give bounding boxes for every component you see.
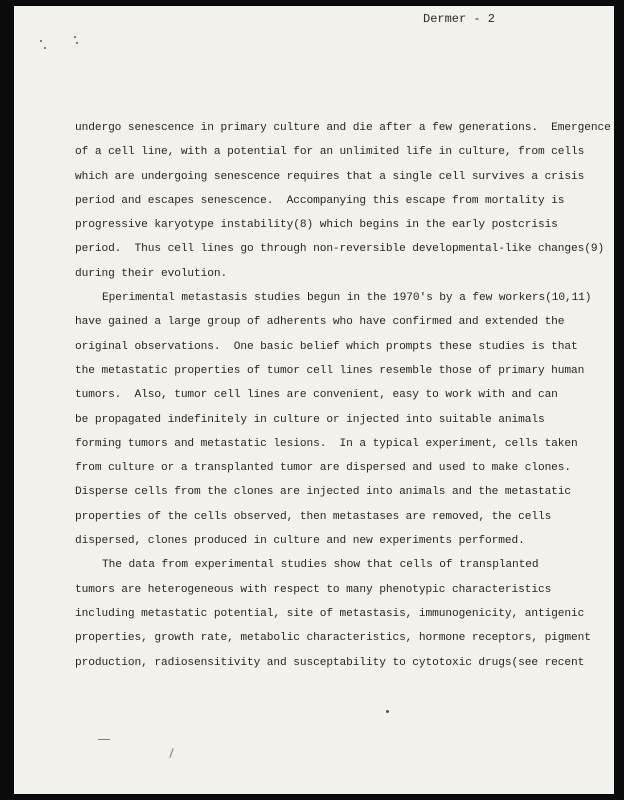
page-header: Dermer - 2 <box>423 12 496 26</box>
text-line: original observations. One basic belief which prompts these studies is that <box>75 340 578 353</box>
speck <box>74 36 76 38</box>
text-line: tumors. Also, tumor cell lines are convenient, easy to work with and can <box>75 389 558 402</box>
text-line: of a cell line, with a potential for an unlimited life in culture, from cells <box>75 146 585 159</box>
text-line: properties, growth rate, metabolic characteristics, hormone receptors, pigment <box>75 632 591 645</box>
text-line: Eperimental metastasis studies begun in the 1970's by a few workers(10,11) <box>102 292 592 305</box>
body-text <box>75 120 611 679</box>
text-line: production, radiosensitivity and susceptability to cytotoxic drugs(see recent <box>75 656 585 669</box>
text-line: which are undergoing senescence requires that a single cell survives a crisis <box>75 170 585 183</box>
text-line: including metastatic potential, site of metastasis, immunogenicity, antigenic <box>75 607 585 620</box>
text-line: during their evolution. <box>75 267 228 280</box>
text-line: from culture or a transplanted tumor are dispersed and used to make clones. <box>75 462 572 475</box>
speck <box>44 47 46 49</box>
text-line: tumors are heterogeneous with respect to many phenotypic characteristics <box>75 583 552 596</box>
text-line: Disperse cells from the clones are injected into animals and the metastatic <box>75 486 572 499</box>
text-line: progressive karyotype instability(8) which begins in the early postcrisis <box>75 219 558 232</box>
text-line: the metastatic properties of tumor cell lines resemble those of primary human <box>75 364 585 377</box>
stray-mark <box>98 739 110 740</box>
text-line: properties of the cells observed, then metastases are removed, the cells <box>75 510 552 523</box>
speck <box>76 42 78 44</box>
text-line: be propagated indefinitely in culture or injected into suitable animals <box>75 413 545 426</box>
speck <box>386 710 389 713</box>
text-line: The data from experimental studies show that cells of transplanted <box>102 559 539 572</box>
text-line: undergo senescence in primary culture and die after a few generations. Emergence <box>75 122 611 134</box>
text-line: have gained a large group of adherents who have confirmed and extended the <box>75 316 565 329</box>
speck <box>40 40 42 42</box>
text-line: dispersed, clones produced in culture and new experiments performed. <box>75 535 525 548</box>
text-line: forming tumors and metastatic lesions. In a typical experiment, cells taken <box>75 437 578 450</box>
text-line: period. Thus cell lines go through non-reversible developmental-like changes(9) <box>75 243 605 256</box>
text-line: period and escapes senescence. Accompanying this escape from mortality is <box>75 194 565 207</box>
